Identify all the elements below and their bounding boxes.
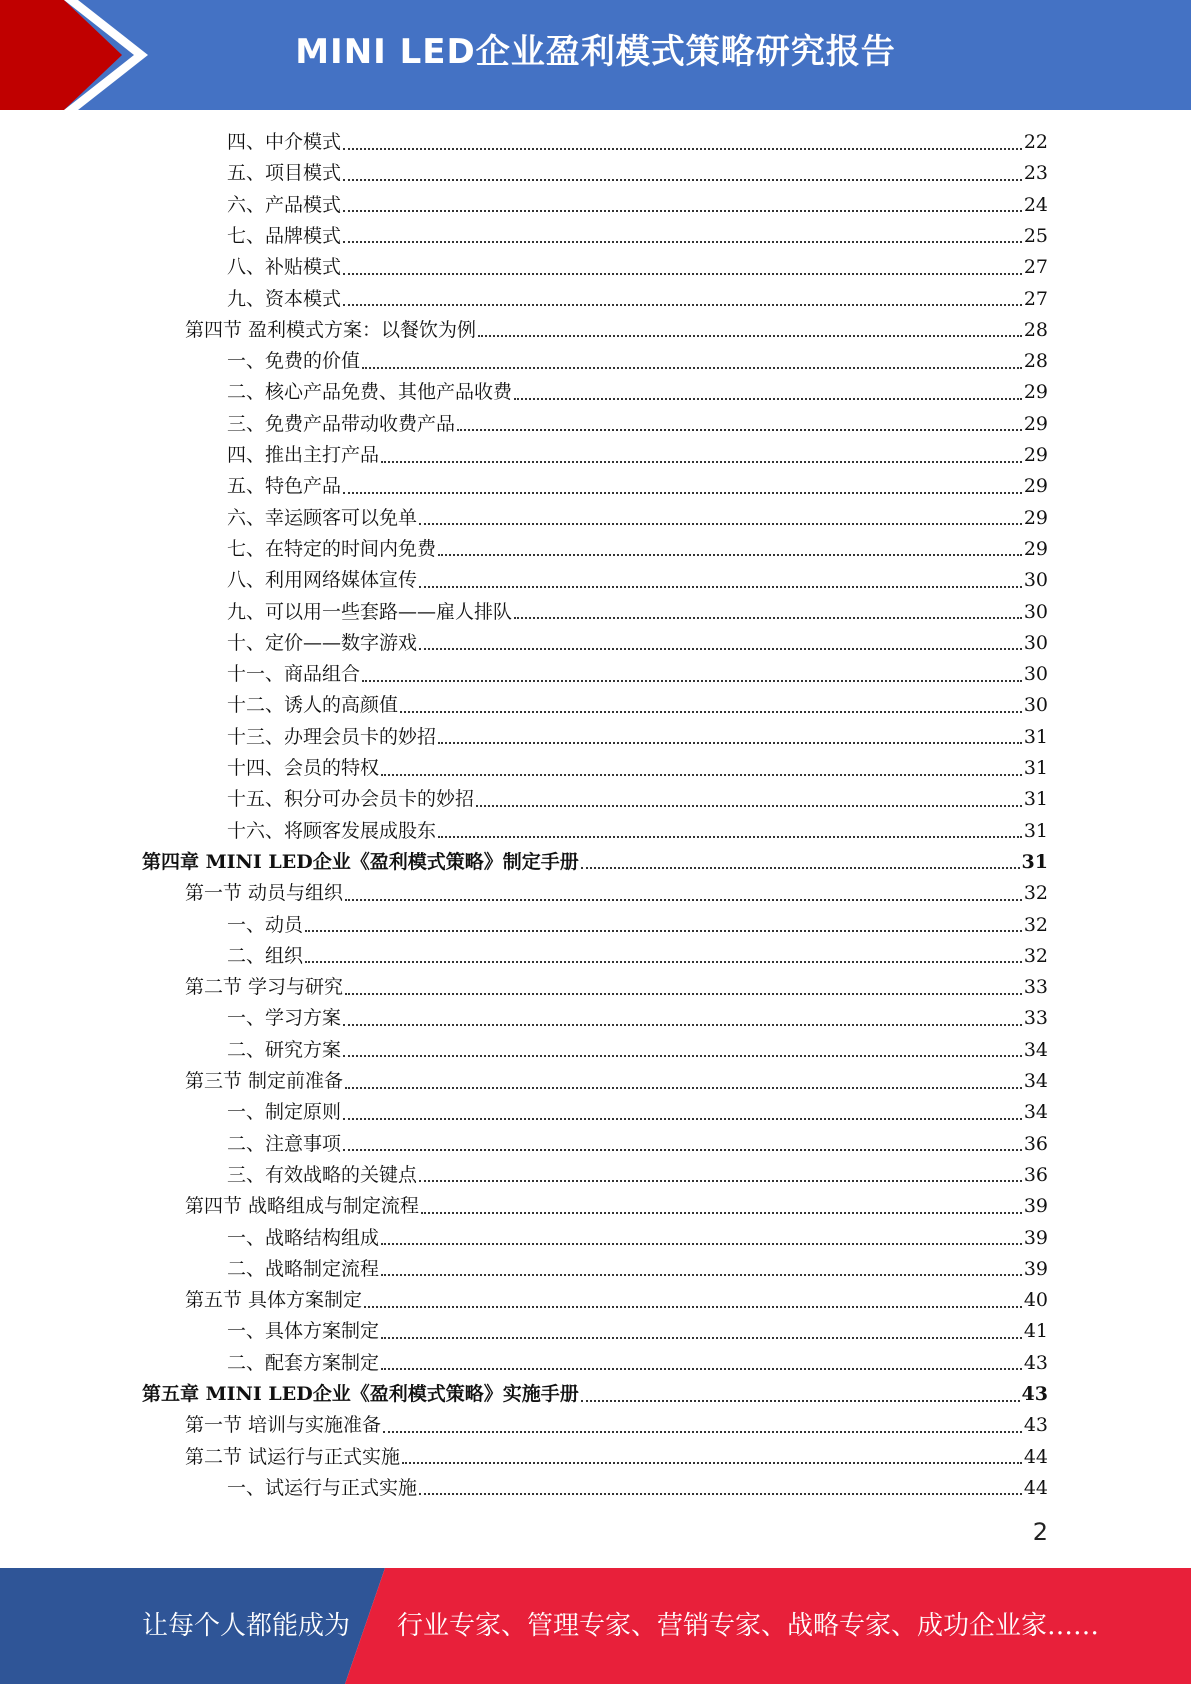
toc-dot-leader xyxy=(343,241,1022,243)
toc-entry[interactable] xyxy=(227,221,1048,252)
toc-entry-page: 40 xyxy=(1023,1289,1048,1312)
toc-entry-page: 30 xyxy=(1023,631,1048,654)
toc-entry[interactable] xyxy=(227,534,1048,565)
toc-dot-leader xyxy=(343,1024,1022,1026)
toc-entry-page: 32 xyxy=(1023,913,1048,936)
toc-entry[interactable] xyxy=(227,1316,1048,1347)
toc-entry[interactable] xyxy=(227,597,1048,628)
toc-entry[interactable] xyxy=(227,753,1048,784)
toc-dot-leader xyxy=(345,899,1022,901)
toc-dot-leader xyxy=(438,836,1022,838)
toc-entry[interactable] xyxy=(185,1191,1048,1222)
toc-dot-leader xyxy=(343,1055,1022,1057)
toc-dot-leader xyxy=(345,1087,1022,1089)
toc-entry[interactable] xyxy=(227,409,1048,440)
toc-entry-page: 39 xyxy=(1023,1257,1048,1280)
toc-entry[interactable] xyxy=(227,565,1048,596)
toc-dot-leader xyxy=(345,993,1022,995)
toc-entry[interactable] xyxy=(227,1003,1048,1034)
toc-entry-title: 六、幸运顾客可以免单 xyxy=(227,506,418,529)
toc-entry-title: 三、免费产品带动收费产品 xyxy=(227,412,456,435)
toc-entry-title: 第一节 培训与实施准备 xyxy=(185,1414,382,1437)
toc-entry-page: 23 xyxy=(1023,162,1048,185)
toc-entry-title: 二、组织 xyxy=(227,944,304,967)
toc-entry-page: 30 xyxy=(1023,694,1048,717)
toc-entry-title: 第五节 具体方案制定 xyxy=(185,1289,363,1312)
toc-dot-leader xyxy=(343,304,1022,306)
toc-entry-title: 二、战略制定流程 xyxy=(227,1257,380,1280)
toc-dot-leader xyxy=(478,335,1022,337)
toc-dot-leader xyxy=(419,523,1022,525)
toc-entry-page: 22 xyxy=(1023,131,1048,153)
toc-dot-leader xyxy=(400,711,1022,713)
toc-entry[interactable] xyxy=(227,1035,1048,1066)
toc-entry-page: 29 xyxy=(1023,475,1048,498)
toc-entry-title: 第五章 MINI LED企业《盈利模式策略》实施手册 xyxy=(142,1383,579,1405)
toc-dot-leader xyxy=(421,1212,1022,1214)
toc-dot-leader xyxy=(362,680,1022,682)
toc-entry-title: 第二节 试运行与正式实施 xyxy=(185,1445,401,1468)
document-title: MINI LED企业盈利模式策略研究报告 xyxy=(295,32,896,72)
toc-entry-page: 30 xyxy=(1023,569,1048,592)
toc-entry-page: 34 xyxy=(1023,1038,1048,1061)
toc-entry-title: 第一节 动员与组织 xyxy=(185,882,344,905)
toc-entry-title: 一、制定原则 xyxy=(227,1101,342,1124)
toc-dot-leader xyxy=(343,179,1022,181)
toc-entry-page: 31 xyxy=(1023,819,1048,842)
toc-entry-title: 八、利用网络媒体宣传 xyxy=(227,569,418,592)
toc-entry-page: 27 xyxy=(1023,256,1048,279)
toc-entry[interactable] xyxy=(227,1473,1048,1504)
toc-dot-leader xyxy=(581,867,1020,869)
toc-entry-page: 36 xyxy=(1023,1163,1048,1186)
toc-entry[interactable] xyxy=(227,722,1048,753)
toc-entry[interactable] xyxy=(227,1160,1048,1191)
toc-entry-page: 34 xyxy=(1023,1101,1048,1124)
toc-entry-title: 一、动员 xyxy=(227,913,304,936)
toc-entry-title: 第三节 制定前准备 xyxy=(185,1070,344,1092)
toc-entry[interactable] xyxy=(227,910,1048,941)
toc-entry-page: 30 xyxy=(1023,663,1048,686)
toc-entry-title: 一、试运行与正式实施 xyxy=(227,1476,418,1499)
toc-entry[interactable] xyxy=(185,315,1048,346)
toc-entry-page: 30 xyxy=(1023,600,1048,623)
toc-entry-title: 四、推出主打产品 xyxy=(227,444,380,466)
toc-entry-title: 九、可以用一些套路——雇人排队 xyxy=(227,600,513,623)
toc-entry[interactable] xyxy=(185,972,1048,1003)
toc-entry[interactable] xyxy=(227,377,1048,408)
toc-dot-leader xyxy=(438,554,1022,556)
toc-entry[interactable] xyxy=(227,816,1048,847)
toc-entry-page: 43 xyxy=(1021,1383,1048,1405)
toc-entry-page: 31 xyxy=(1021,850,1048,873)
toc-dot-leader xyxy=(581,1400,1020,1402)
toc-entry[interactable] xyxy=(227,158,1048,189)
toc-entry[interactable] xyxy=(185,878,1048,909)
toc-dot-leader xyxy=(476,805,1022,807)
toc-entry[interactable] xyxy=(185,1066,1048,1097)
toc-dot-leader xyxy=(383,1431,1022,1433)
page-number: 2 xyxy=(1032,1518,1048,1546)
toc-entry-page: 33 xyxy=(1023,976,1048,999)
footer-slogan-right: 行业专家、管理专家、营销专家、战略专家、成功企业家…… xyxy=(397,1611,1100,1641)
toc-dot-leader xyxy=(305,930,1022,932)
toc-dot-leader xyxy=(419,648,1022,650)
toc-entry-page: 29 xyxy=(1023,444,1048,466)
toc-dot-leader xyxy=(419,1180,1022,1182)
toc-entry-title: 七、品牌模式 xyxy=(227,224,342,247)
toc-entry-title: 五、项目模式 xyxy=(227,162,342,185)
toc-entry-title: 十、定价——数字游戏 xyxy=(227,631,418,654)
toc-entry[interactable] xyxy=(227,1129,1048,1160)
toc-entry-page: 44 xyxy=(1023,1476,1048,1499)
toc-entry[interactable] xyxy=(185,1410,1048,1441)
toc-entry[interactable] xyxy=(227,1348,1048,1379)
toc-entry[interactable] xyxy=(185,1285,1048,1316)
page-footer xyxy=(0,1568,1191,1684)
page-header xyxy=(0,0,1191,110)
toc-entry-page: 29 xyxy=(1023,537,1048,560)
toc-entry-title: 一、具体方案制定 xyxy=(227,1320,380,1343)
toc-dot-leader xyxy=(402,1462,1022,1464)
toc-entry-title: 第四章 MINI LED企业《盈利模式策略》制定手册 xyxy=(142,850,579,873)
toc-entry[interactable] xyxy=(227,503,1048,534)
toc-entry-title: 二、配套方案制定 xyxy=(227,1351,380,1374)
toc-entry-page: 31 xyxy=(1023,757,1048,779)
toc-dot-leader xyxy=(343,148,1022,150)
toc-entry-page: 24 xyxy=(1023,193,1048,216)
toc-dot-leader xyxy=(514,398,1022,400)
toc-entry-title: 一、学习方案 xyxy=(227,1007,342,1030)
toc-entry-page: 39 xyxy=(1023,1226,1048,1249)
toc-dot-leader xyxy=(362,367,1022,369)
toc-entry-page: 28 xyxy=(1023,350,1048,373)
toc-dot-leader xyxy=(343,273,1022,275)
toc-entry[interactable] xyxy=(227,1097,1048,1128)
toc-entry[interactable] xyxy=(227,127,1048,158)
toc-entry[interactable] xyxy=(227,471,1048,502)
toc-entry[interactable] xyxy=(227,659,1048,690)
toc-entry[interactable] xyxy=(227,1254,1048,1285)
toc-dot-leader xyxy=(343,210,1022,212)
toc-entry[interactable] xyxy=(227,628,1048,659)
toc-entry-page: 32 xyxy=(1023,882,1048,905)
toc-dot-leader xyxy=(364,1306,1022,1308)
toc-entry-page: 31 xyxy=(1023,725,1048,748)
toc-entry-page: 25 xyxy=(1023,224,1048,247)
toc-entry[interactable] xyxy=(227,784,1048,815)
toc-entry[interactable] xyxy=(227,690,1048,721)
toc-dot-leader xyxy=(419,586,1022,588)
toc-dot-leader xyxy=(343,1118,1022,1120)
toc-dot-leader xyxy=(381,461,1022,463)
toc-dot-leader xyxy=(305,961,1022,963)
toc-entry[interactable] xyxy=(227,190,1048,221)
toc-entry-page: 34 xyxy=(1023,1070,1048,1092)
toc-entry[interactable] xyxy=(227,346,1048,377)
toc-entry-page: 43 xyxy=(1023,1414,1048,1437)
toc-entry-title: 第四节 盈利模式方案：以餐饮为例 xyxy=(185,318,477,341)
toc-dot-leader xyxy=(343,492,1022,494)
footer-slogan-left: 让每个人都能成为 xyxy=(142,1611,351,1641)
toc-entry[interactable] xyxy=(185,1442,1048,1473)
toc-entry-page: 27 xyxy=(1023,287,1048,310)
toc-entry-page: 31 xyxy=(1023,788,1048,811)
toc-entry-title: 十二、诱人的高颜值 xyxy=(227,694,399,717)
toc-entry[interactable] xyxy=(227,284,1048,315)
toc-entry-title: 一、战略结构组成 xyxy=(227,1226,380,1249)
toc-entry-title: 六、产品模式 xyxy=(227,193,342,216)
toc-entry-title: 五、特色产品 xyxy=(227,475,342,498)
toc-dot-leader xyxy=(343,1149,1022,1151)
toc-entry-page: 39 xyxy=(1023,1195,1048,1218)
toc-entry-title: 一、免费的价值 xyxy=(227,350,361,373)
toc-dot-leader xyxy=(381,1274,1022,1276)
toc-entry-title: 十四、会员的特权 xyxy=(227,757,380,779)
toc-entry[interactable] xyxy=(142,1379,1048,1410)
toc-entry-title: 二、核心产品免费、其他产品收费 xyxy=(227,381,513,404)
toc-entry-title: 十五、积分可办会员卡的妙招 xyxy=(227,788,475,811)
toc-entry[interactable] xyxy=(227,941,1048,972)
toc-entry-title: 三、有效战略的关键点 xyxy=(227,1163,418,1186)
toc-entry-page: 28 xyxy=(1023,318,1048,341)
toc-dot-leader xyxy=(381,774,1022,776)
toc-entry-title: 二、注意事项 xyxy=(227,1132,342,1155)
toc-entry-title: 第四节 战略组成与制定流程 xyxy=(185,1195,420,1218)
toc-dot-leader xyxy=(419,1493,1022,1495)
toc-entry-page: 33 xyxy=(1023,1007,1048,1030)
toc-dot-leader xyxy=(381,1368,1022,1370)
toc-entry-title: 四、中介模式 xyxy=(227,131,342,153)
toc-entry-title: 十六、将顾客发展成股东 xyxy=(227,819,437,842)
toc-entry[interactable] xyxy=(142,847,1048,878)
toc-entry-title: 二、研究方案 xyxy=(227,1038,342,1061)
toc-entry[interactable] xyxy=(227,252,1048,283)
toc-entry[interactable] xyxy=(227,440,1048,471)
toc-entry-title: 十一、商品组合 xyxy=(227,663,361,686)
toc-dot-leader xyxy=(514,617,1022,619)
toc-entry-page: 29 xyxy=(1023,381,1048,404)
toc-dot-leader xyxy=(381,1243,1022,1245)
toc-entry-page: 41 xyxy=(1023,1320,1048,1343)
toc-dot-leader xyxy=(438,742,1022,744)
toc-dot-leader xyxy=(381,1337,1022,1339)
toc-dot-leader xyxy=(457,429,1022,431)
toc-entry-title: 十三、办理会员卡的妙招 xyxy=(227,725,437,748)
toc-entry[interactable] xyxy=(227,1223,1048,1254)
toc-entry-title: 第二节 学习与研究 xyxy=(185,976,344,999)
toc-entry-title: 九、资本模式 xyxy=(227,287,342,310)
toc-entry-title: 八、补贴模式 xyxy=(227,256,342,279)
toc-entry-page: 36 xyxy=(1023,1132,1048,1155)
toc-entry-page: 29 xyxy=(1023,412,1048,435)
toc-entry-page: 43 xyxy=(1023,1351,1048,1374)
toc-entry-page: 44 xyxy=(1023,1445,1048,1468)
toc-entry-page: 32 xyxy=(1023,944,1048,967)
toc-entry-page: 29 xyxy=(1023,506,1048,529)
toc-entry-title: 七、在特定的时间内免费 xyxy=(227,537,437,560)
